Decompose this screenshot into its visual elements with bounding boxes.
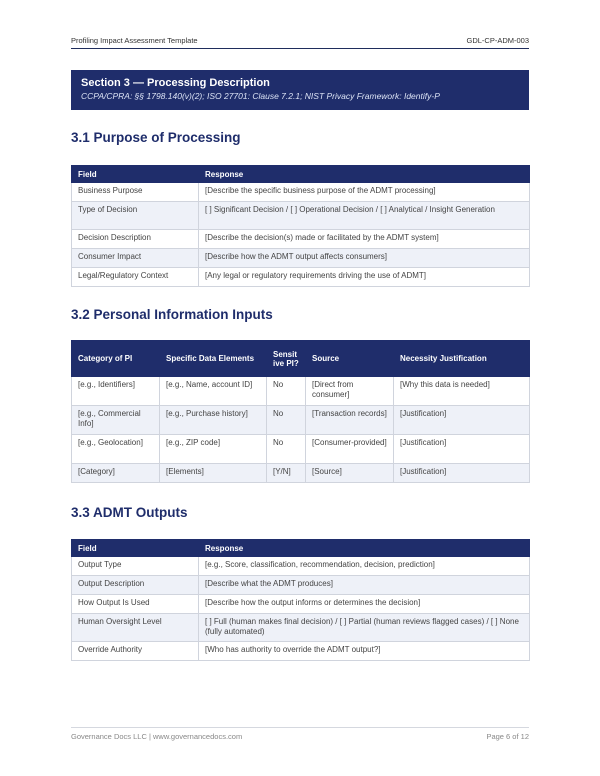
- response-cell: [Any legal or regulatory requirements driving the use of ADMT]: [199, 268, 530, 287]
- column-header: Response: [199, 540, 530, 557]
- column-header: Source: [306, 341, 394, 377]
- field-cell: Business Purpose: [72, 183, 199, 202]
- section-subtitle: CCPA/CPRA: §§ 1798.140(v)(2); ISO 27701: Clause 7.2.1; NIST Privacy Framework: Identify-P: [81, 91, 440, 101]
- column-header: Category of PI: [72, 341, 160, 377]
- response-cell: [Describe the decision(s) made or facilitated by the ADMT system]: [199, 230, 530, 249]
- field-cell: Output Description: [72, 576, 199, 595]
- sensitive-cell: [Y/N]: [267, 464, 306, 483]
- table-row: [72, 183, 530, 202]
- field-cell: Type of Decision: [72, 202, 199, 230]
- table-row: [72, 614, 530, 642]
- response-cell: [Describe what the ADMT produces]: [199, 576, 530, 595]
- page-footer: [71, 732, 529, 744]
- table-row: [72, 230, 530, 249]
- document-id: GDL-CP-ADM-003: [466, 36, 529, 45]
- category-cell: [e.g., Geolocation]: [72, 435, 160, 464]
- column-header: Necessity Justification: [394, 341, 530, 377]
- purpose-table: [71, 165, 530, 287]
- table-row: [72, 249, 530, 268]
- column-header: Field: [72, 166, 199, 183]
- response-cell: [Describe how the ADMT output affects consumers]: [199, 249, 530, 268]
- source-cell: [Direct from consumer]: [306, 377, 394, 406]
- category-cell: [Category]: [72, 464, 160, 483]
- source-cell: [Source]: [306, 464, 394, 483]
- table-row: [72, 595, 530, 614]
- category-cell: [e.g., Identifiers]: [72, 377, 160, 406]
- response-cell: [e.g., Score, classification, recommendation, decision, prediction]: [199, 557, 530, 576]
- elements-cell: [e.g., Purchase history]: [160, 406, 267, 435]
- elements-cell: [Elements]: [160, 464, 267, 483]
- field-cell: Legal/Regulatory Context: [72, 268, 199, 287]
- table-row: [72, 202, 530, 230]
- table-row: [72, 435, 530, 464]
- justification-cell: [Justification]: [394, 406, 530, 435]
- column-header: Response: [199, 166, 530, 183]
- elements-cell: [e.g., ZIP code]: [160, 435, 267, 464]
- field-cell: Human Oversight Level: [72, 614, 199, 642]
- page-number: Page 6 of 12: [486, 732, 529, 741]
- outputs-table: [71, 539, 530, 661]
- response-cell: [ ] Full (human makes final decision) / [ ] Partial (human reviews flagged cases) / [ ] None (fully automated): [199, 614, 530, 642]
- response-cell: [ ] Significant Decision / [ ] Operational Decision / [ ] Analytical / Insight Generation: [199, 202, 530, 230]
- sensitive-cell: No: [267, 377, 306, 406]
- table-row: [72, 642, 530, 661]
- justification-cell: [Justification]: [394, 464, 530, 483]
- justification-cell: [Justification]: [394, 435, 530, 464]
- heading-inputs: 3.2 Personal Information Inputs: [71, 307, 273, 322]
- field-cell: Decision Description: [72, 230, 199, 249]
- column-header: Field: [72, 540, 199, 557]
- field-cell: Consumer Impact: [72, 249, 199, 268]
- document-title: Profiling Impact Assessment Template: [71, 36, 198, 45]
- table-row: [72, 406, 530, 435]
- table-row: [72, 377, 530, 406]
- footer-divider: [71, 727, 529, 728]
- column-header: Sensit ive PI?: [267, 341, 306, 377]
- source-cell: [Transaction records]: [306, 406, 394, 435]
- field-cell: Override Authority: [72, 642, 199, 661]
- response-cell: [Describe the specific business purpose of the ADMT processing]: [199, 183, 530, 202]
- table-row: [72, 576, 530, 595]
- sensitive-cell: No: [267, 435, 306, 464]
- table-row: [72, 268, 530, 287]
- elements-cell: [e.g., Name, account ID]: [160, 377, 267, 406]
- field-cell: Output Type: [72, 557, 199, 576]
- source-cell: [Consumer-provided]: [306, 435, 394, 464]
- category-cell: [e.g., Commercial Info]: [72, 406, 160, 435]
- page-header: [71, 36, 529, 48]
- response-cell: [Describe how the output informs or determines the decision]: [199, 595, 530, 614]
- sensitive-cell: No: [267, 406, 306, 435]
- footer-company: Governance Docs LLC | www.governancedocs.com: [71, 732, 243, 741]
- heading-purpose: 3.1 Purpose of Processing: [71, 130, 241, 145]
- section-title: Section 3 — Processing Description: [81, 77, 270, 89]
- response-cell: [Who has authority to override the ADMT output?]: [199, 642, 530, 661]
- field-cell: How Output Is Used: [72, 595, 199, 614]
- table-row: [72, 557, 530, 576]
- inputs-table: [71, 340, 530, 483]
- column-header: Specific Data Elements: [160, 341, 267, 377]
- heading-outputs: 3.3 ADMT Outputs: [71, 505, 188, 520]
- table-row: [72, 464, 530, 483]
- header-divider: [71, 48, 529, 49]
- section-banner: [71, 70, 529, 110]
- justification-cell: [Why this data is needed]: [394, 377, 530, 406]
